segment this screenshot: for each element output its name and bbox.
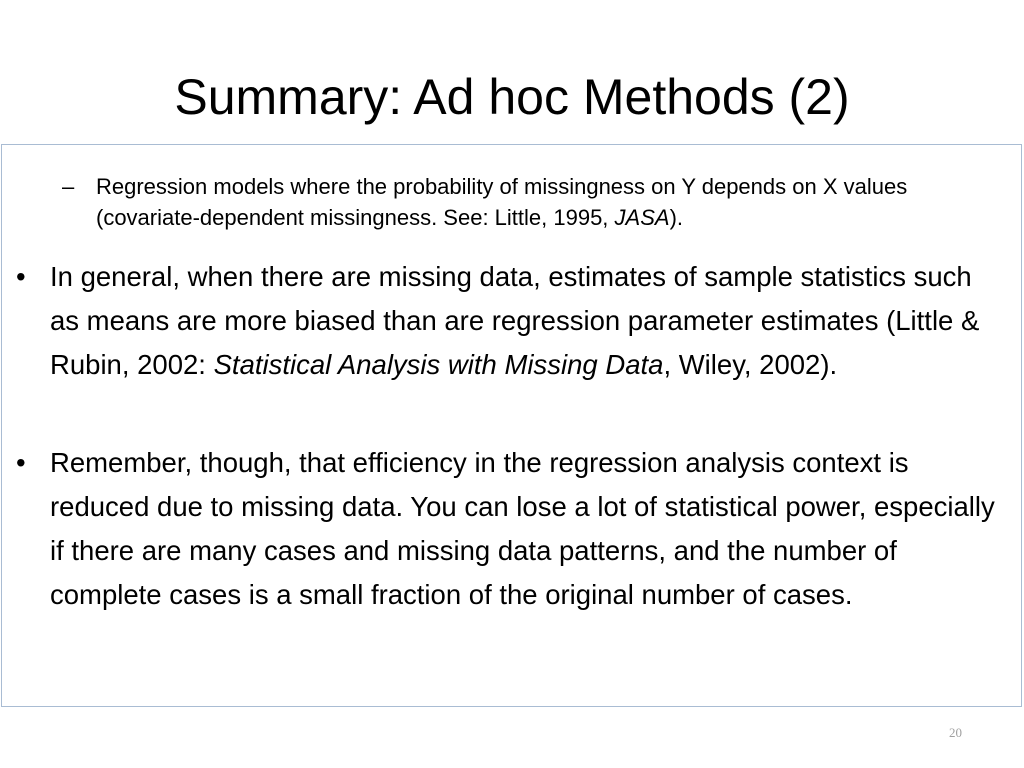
content-box [1, 144, 1022, 707]
book-title: Statistical Analysis with Missing Data [213, 349, 664, 380]
bullet-text-main: In general, when there are missing data, estimates of sample statistics such as means are more biased than are regression parameter estimates (Little & Rubin, 2002: [50, 261, 980, 380]
sub-bullet-text-main: Regression models where the probability of missingness on Y depends on X values (covariate-dependent missingness. See: Little, 1995, [96, 174, 908, 230]
slide-number: 20 [949, 725, 962, 740]
bullet-text [50, 255, 1006, 387]
dash-bullet-marker: – [62, 174, 75, 199]
sub-bullet-text [96, 171, 982, 233]
bullet-text: Remember, though, that efficiency in the regression analysis context is reduced due to missing data. You can lose a lot of statistical power, especially if there are many cases and missing data patterns, and the number of complete cases is a small fraction of the original number of cases. [50, 447, 995, 610]
sub-bullet-text-end: ). [669, 205, 684, 230]
bullet-text-end: , Wiley, 2002). [663, 349, 838, 380]
sub-bullet-item [62, 171, 982, 233]
bullet-item-efficiency [16, 441, 1006, 617]
slide-title: Summary: Ad hoc Methods (2) [174, 69, 850, 125]
bullet-marker: • [16, 447, 26, 478]
bullet-marker: • [16, 261, 26, 292]
bullet-item-bias [16, 255, 1006, 387]
journal-name: JASA [614, 205, 670, 230]
